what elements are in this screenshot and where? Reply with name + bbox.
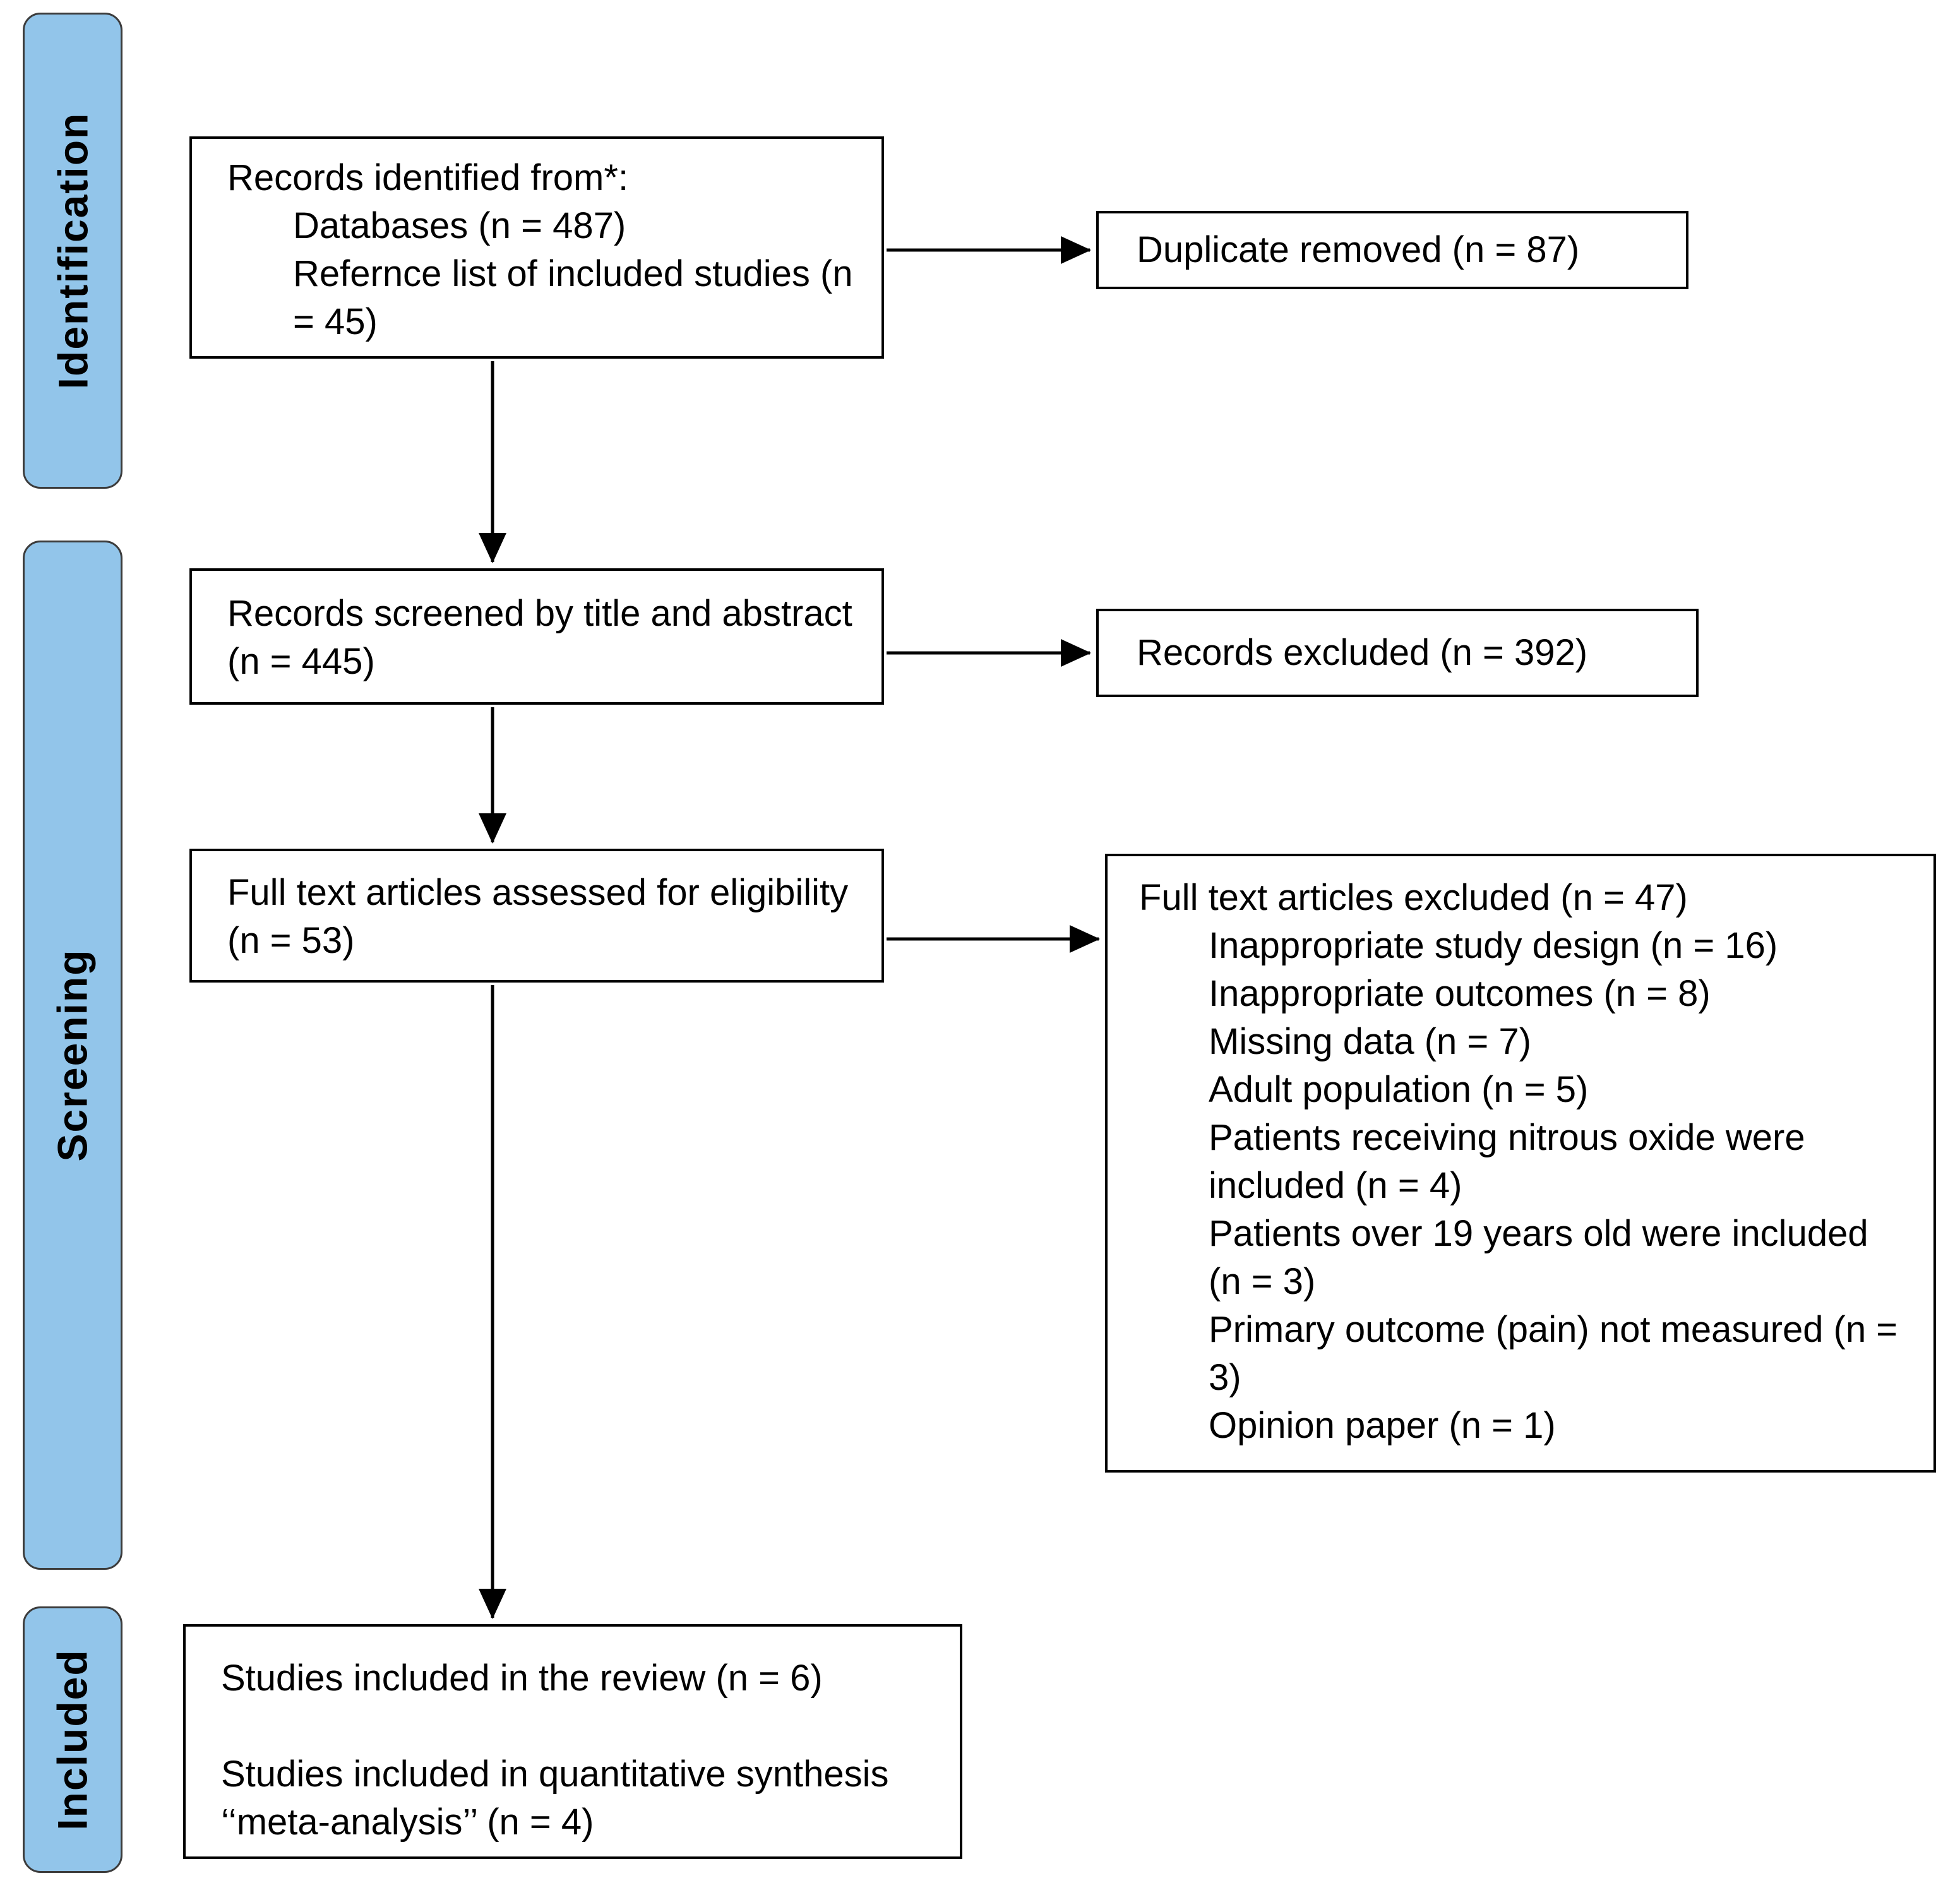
fulltext-excluded-item: Opinion paper (n = 1) bbox=[1209, 1405, 1556, 1446]
stage-included bbox=[23, 1606, 122, 1873]
box-studies-included bbox=[183, 1624, 962, 1859]
records-screened-text: Records screened by title and abstract (n = 445) bbox=[227, 593, 852, 682]
studies-included-meta-analysis: Studies included in quantitative synthesis ‘‘meta-analysis’’ (n = 4) bbox=[221, 1754, 889, 1843]
records-identified-title: Records identified from*: bbox=[227, 157, 629, 198]
duplicates-removed-text: Duplicate removed (n = 87) bbox=[1137, 229, 1580, 270]
stage-included-label: Included bbox=[49, 1649, 97, 1831]
records-excluded-text: Records excluded (n = 392) bbox=[1137, 632, 1588, 673]
box-records-identified bbox=[189, 136, 884, 359]
fulltext-excluded-item: Missing data (n = 7) bbox=[1209, 1021, 1531, 1062]
box-fulltext-assessed bbox=[189, 849, 884, 983]
box-records-screened bbox=[189, 568, 884, 705]
fulltext-assessed-text: Full text articles assessed for eligibility (n = 53) bbox=[227, 872, 849, 961]
records-identified-item: Refernce list of included studies (n = 45) bbox=[293, 253, 853, 342]
records-identified-item: Databases (n = 487) bbox=[293, 205, 626, 246]
box-duplicates-removed bbox=[1096, 211, 1688, 289]
fulltext-excluded-item: Inappropriate study design (n = 16) bbox=[1209, 925, 1778, 966]
box-records-excluded bbox=[1096, 609, 1699, 697]
stage-screening-label: Screening bbox=[49, 948, 97, 1162]
stage-identification-label: Identification bbox=[49, 112, 97, 390]
fulltext-excluded-item: Patients receiving nitrous oxide were included (n = 4) bbox=[1209, 1117, 1805, 1206]
studies-included-review: Studies included in the review (n = 6) bbox=[221, 1658, 823, 1699]
box-fulltext-excluded bbox=[1105, 854, 1936, 1473]
fulltext-excluded-item: Patients over 19 years old were included (n = 3) bbox=[1209, 1213, 1868, 1302]
fulltext-excluded-title: Full text articles excluded (n = 47) bbox=[1139, 877, 1688, 918]
stage-identification bbox=[23, 13, 122, 489]
fulltext-excluded-item: Inappropriate outcomes (n = 8) bbox=[1209, 973, 1711, 1014]
fulltext-excluded-item: Adult population (n = 5) bbox=[1209, 1069, 1589, 1110]
stage-screening bbox=[23, 541, 122, 1570]
fulltext-excluded-item: Primary outcome (pain) not measured (n = 3) bbox=[1209, 1309, 1898, 1398]
